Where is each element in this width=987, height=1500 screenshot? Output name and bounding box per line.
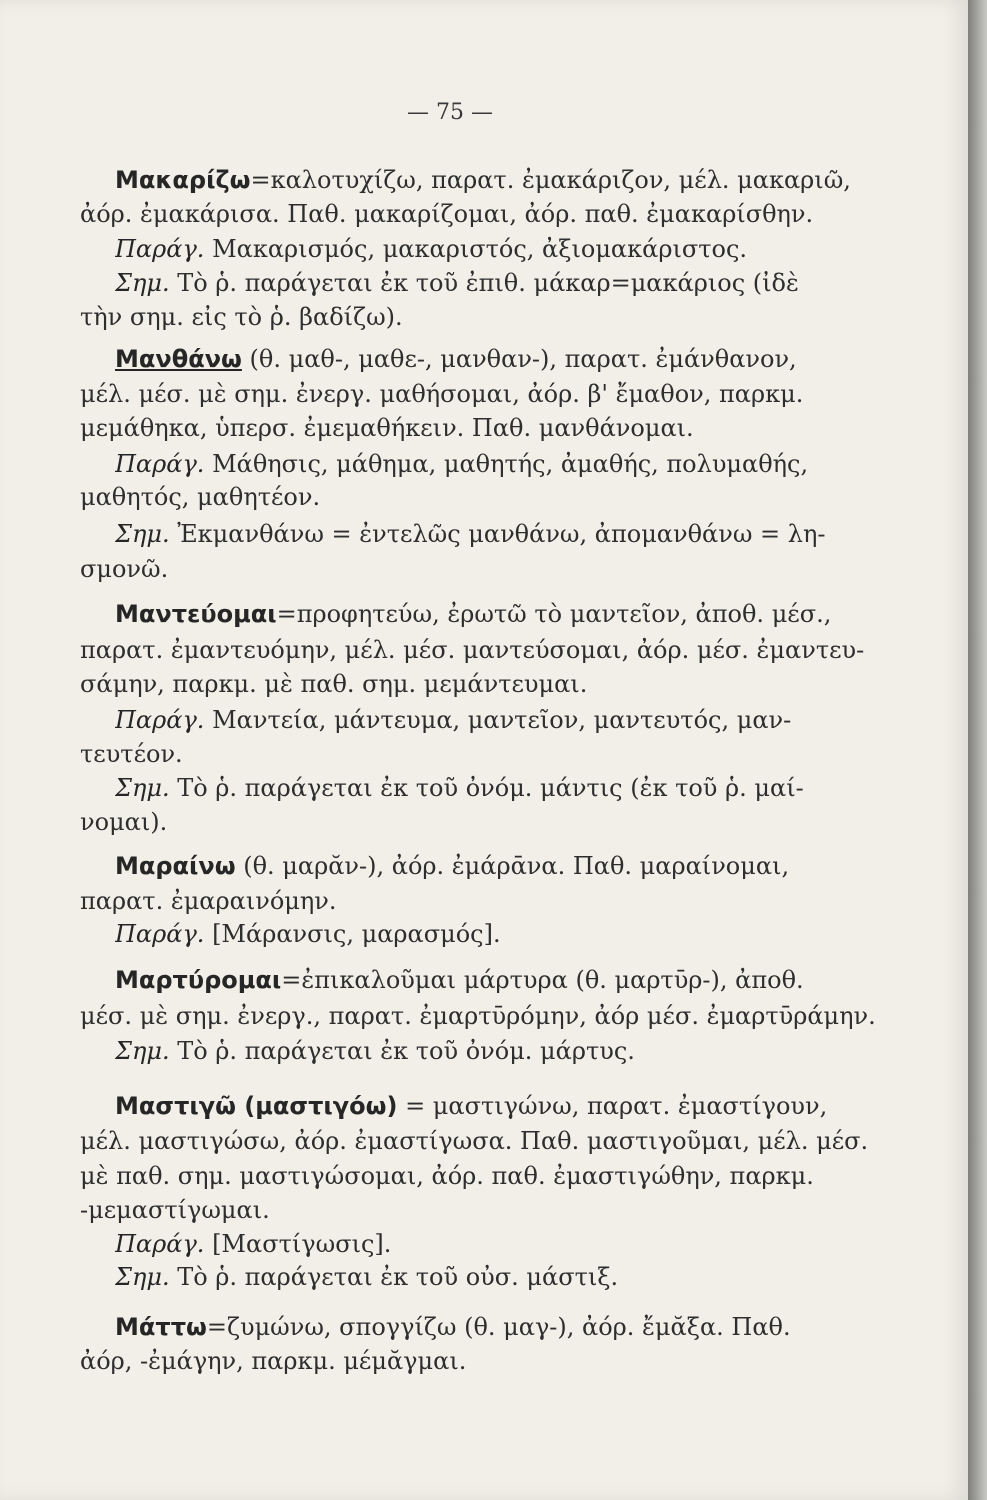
text-line: [115, 852, 987, 880]
text-line: [115, 774, 987, 802]
entry-headword: Μαντεύομαι: [115, 600, 277, 628]
text-line: [115, 706, 987, 734]
text-line: [115, 966, 987, 994]
text-line: [115, 235, 987, 263]
text-line: [80, 740, 987, 768]
text-line: [80, 670, 987, 698]
paragoga-label: Παράγ.: [115, 920, 205, 948]
note-label: Σημ.: [115, 774, 170, 802]
text-line: [80, 1347, 987, 1375]
entry-text: μεμάθηκα, ὑπερσ. ἐμεμαθήκειν. Παθ. μανθάνομαι.: [80, 414, 694, 442]
text-line: [115, 1230, 987, 1258]
text-line: [115, 1037, 987, 1065]
entry-text: Τὸ ῥ. παράγεται ἐκ τοῦ ὀνόμ. μάρτυς.: [169, 1037, 635, 1065]
text-line: [115, 166, 987, 194]
text-line: [115, 345, 987, 373]
note-label: Σημ.: [115, 1263, 170, 1291]
entry-text: =ἐπικαλοῦμαι μάρτυρα (θ. μαρτῡρ-), ἀποθ.: [281, 966, 804, 994]
note-label: Σημ.: [115, 269, 170, 297]
entry-text: Μακαρισμός, μακαριστός, ἀξιομακάριστος.: [204, 235, 748, 263]
text-line: [80, 1196, 987, 1224]
entry-text: Ἐκμανθάνω = ἐντελῶς μανθάνω, ἀπομανθάνω = λη-: [169, 520, 826, 548]
entry-text: παρατ. ἐμαραινόμην.: [80, 887, 337, 915]
entry-text: -μεμαστίγωμαι.: [80, 1196, 270, 1224]
paragoga-label: Παράγ.: [115, 450, 205, 478]
entry-text: Τὸ ῥ. παράγεται ἐκ τοῦ οὐσ. μάστιξ.: [169, 1263, 619, 1291]
text-line: [80, 483, 987, 511]
entry-text: ἀόρ. ἐμακάρισα. Παθ. μακαρίζομαι, ἀόρ. παθ. ἐμακαρίσθην.: [80, 200, 814, 228]
text-line: [80, 636, 987, 664]
text-line: [80, 303, 987, 331]
text-line: [80, 808, 987, 836]
paragoga-label: Παράγ.: [115, 706, 205, 734]
text-line: [115, 1263, 987, 1291]
text-line: [115, 1313, 987, 1341]
note-label: Σημ.: [115, 1037, 170, 1065]
entry-text: Τὸ ῥ. παράγεται ἐκ τοῦ ἐπιθ. μάκαρ=μακάριος (ἰδὲ: [169, 269, 799, 297]
entry-text: νομαι).: [80, 808, 168, 836]
text-line: [80, 200, 987, 228]
entry-text: [Μάρανσις, μαρασμός].: [204, 920, 501, 948]
entry-headword: Μακαρίζω: [115, 166, 251, 194]
entry-headword: Μανθάνω: [115, 345, 242, 373]
entry-text: μέσ. μὲ σημ. ἐνεργ., παρατ. ἐμαρτῡρόμην, ἀόρ μέσ. ἐμαρτῡράμην.: [80, 1002, 876, 1030]
entry-text: Τὸ ῥ. παράγεται ἐκ τοῦ ὀνόμ. μάντις (ἐκ τοῦ ῥ. μαί-: [169, 774, 804, 802]
entry-text: [Μαστίγωσις].: [204, 1230, 392, 1258]
page-edge-shadow: [968, 0, 987, 1500]
entry-text: ἀόρ, -ἐμάγην, παρκμ. μέμᾰγμαι.: [80, 1347, 467, 1375]
entry-text: σάμην, παρκμ. μὲ παθ. σημ. μεμάντευμαι.: [80, 670, 588, 698]
text-line: [80, 380, 987, 408]
entry-headword: Μάττω: [115, 1313, 207, 1341]
entry-text: Μάθησις, μάθημα, μαθητής, ἀμαθής, πολυμαθής,: [204, 450, 809, 478]
text-line: [80, 1002, 987, 1030]
entry-headword: Μαραίνω: [115, 852, 236, 880]
text-line: [115, 269, 987, 297]
text-line: [80, 1162, 987, 1190]
entry-text: σμονῶ.: [80, 555, 169, 583]
paragoga-label: Παράγ.: [115, 1230, 205, 1258]
page-number: — 75 —: [407, 100, 493, 125]
entry-text: μέλ. μαστιγώσω, ἀόρ. ἐμαστίγωσα. Παθ. μαστιγοῦμαι, μέλ. μέσ.: [80, 1127, 869, 1155]
text-line: [80, 1127, 987, 1155]
text-line: [115, 600, 987, 628]
entry-text: μαθητός, μαθητέον.: [80, 483, 321, 511]
text-line: [80, 887, 987, 915]
entry-text: (θ. μαθ-, μαθε-, μανθαν-), παρατ. ἐμάνθανον,: [241, 345, 797, 373]
text-line: [115, 520, 987, 548]
text-line: [115, 1092, 987, 1120]
text-line: [80, 414, 987, 442]
text-line: [115, 450, 987, 478]
entry-text: =προφητεύω, ἐρωτῶ τὸ μαντεῖον, ἀποθ. μέσ.,: [276, 600, 832, 628]
entry-headword: Μαρτύρομαι: [115, 966, 282, 994]
entry-text: τευτέον.: [80, 740, 183, 768]
entry-text: μὲ παθ. σημ. μαστιγώσομαι, ἀόρ. παθ. ἐμαστιγώθην, παρκμ.: [80, 1162, 814, 1190]
entry-text: =καλοτυχίζω, παρατ. ἐμακάριζον, μέλ. μακαριῶ,: [250, 166, 851, 194]
entry-text: (θ. μαρᾰν-), ἀόρ. ἐμάρᾱνα. Παθ. μαραίνομαι,: [235, 852, 790, 880]
entry-text: μέλ. μέσ. μὲ σημ. ἐνεργ. μαθήσομαι, ἀόρ. β' ἔμαθον, παρκμ.: [80, 380, 804, 408]
text-line: [80, 555, 987, 583]
entry-text: = μαστιγώνω, παρατ. ἐμαστίγουν,: [397, 1092, 828, 1120]
entry-text: τὴν σημ. εἰς τὸ ῥ. βαδίζω).: [80, 303, 403, 331]
text-line: [115, 920, 987, 948]
entry-headword: Μαστιγῶ (μαστιγόω): [115, 1092, 398, 1120]
note-label: Σημ.: [115, 520, 170, 548]
entry-text: Μαντεία, μάντευμα, μαντεῖον, μαντευτός, μαν-: [204, 706, 792, 734]
paragoga-label: Παράγ.: [115, 235, 205, 263]
entry-text: παρατ. ἐμαντευόμην, μέλ. μέσ. μαντεύσομαι, ἀόρ. μέσ. ἐμαντευ-: [80, 636, 865, 664]
entry-text: =ζυμώνω, σπογγίζω (θ. μαγ-), ἀόρ. ἔμᾰξα. Παθ.: [206, 1313, 791, 1341]
